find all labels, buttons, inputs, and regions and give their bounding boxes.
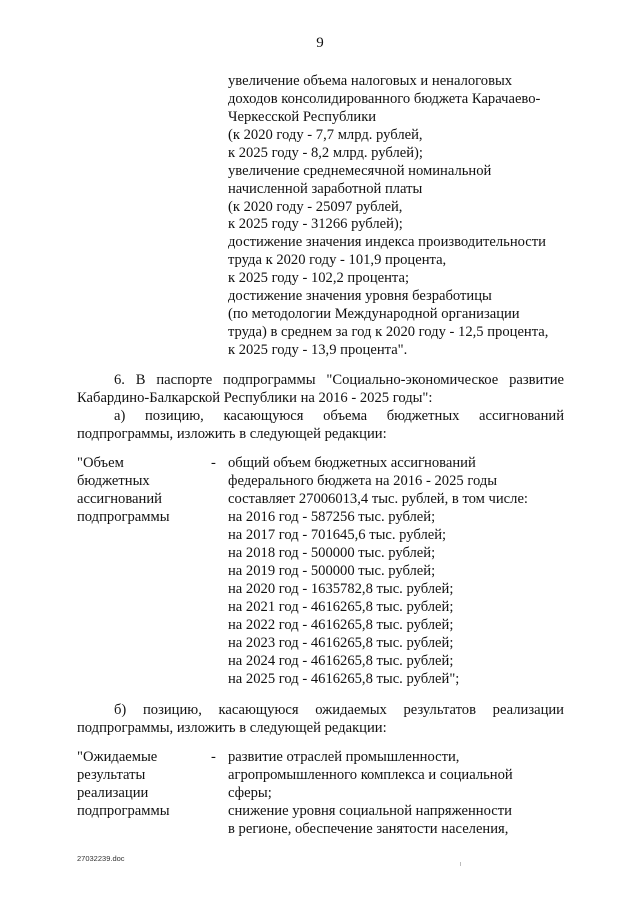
table-a-value-line: на 2021 год - 4616265,8 тыс. рублей; bbox=[228, 599, 454, 615]
scan-mark bbox=[460, 862, 461, 866]
table-a-value-line: на 2016 год - 587256 тыс. рублей; bbox=[228, 509, 436, 525]
table-a-label-line: бюджетных bbox=[77, 473, 150, 489]
block1-line: труда) в среднем за год к 2020 году - 12,5 процента, bbox=[228, 324, 549, 340]
table-b-value-line: снижение уровня социальной напряженности bbox=[228, 803, 512, 819]
block1-line: Черкесской Республики bbox=[228, 109, 377, 125]
table-a-value-line: федерального бюджета на 2016 - 2025 годы bbox=[228, 473, 498, 489]
table-b-value-line: сферы; bbox=[228, 785, 272, 801]
paragraph-b-line2: подпрограммы, изложить в следующей редакции: bbox=[77, 720, 387, 736]
table-a-value-line: на 2024 год - 4616265,8 тыс. рублей; bbox=[228, 653, 454, 669]
block1-line: доходов консолидированного бюджета Карачаево- bbox=[228, 91, 541, 107]
table-a-value-line: на 2020 год - 1635782,8 тыс. рублей; bbox=[228, 581, 454, 597]
table-b-label-line: подпрограммы bbox=[77, 803, 170, 819]
block1-line: к 2025 году - 31266 рублей); bbox=[228, 216, 403, 232]
table-a-label-line: "Объем bbox=[77, 455, 124, 471]
table-a-value-line: на 2018 год - 500000 тыс. рублей; bbox=[228, 545, 436, 561]
block1-line: к 2025 году - 8,2 млрд. рублей); bbox=[228, 145, 423, 161]
block1-line: (к 2020 году - 25097 рублей, bbox=[228, 199, 403, 215]
table-b-label-line: реализации bbox=[77, 785, 149, 801]
block1-line: к 2025 году - 102,2 процента; bbox=[228, 270, 410, 286]
table-a-value-line: на 2017 год - 701645,6 тыс. рублей; bbox=[228, 527, 447, 543]
table-a-value-line: на 2025 год - 4616265,8 тыс. рублей"; bbox=[228, 671, 460, 687]
table-a-value-line: общий объем бюджетных ассигнований bbox=[228, 455, 476, 471]
table-b-value-line: в регионе, обеспечение занятости населения, bbox=[228, 821, 509, 837]
paragraph-b-line1: б) позицию, касающуюся ожидаемых результатов реализации bbox=[114, 702, 564, 718]
block1-line: (к 2020 году - 7,7 млрд. рублей, bbox=[228, 127, 423, 143]
table-a-dash: - bbox=[211, 455, 216, 471]
table-b-label-line: "Ожидаемые bbox=[77, 749, 158, 765]
table-a-value-line: составляет 27006013,4 тыс. рублей, в том числе: bbox=[228, 491, 528, 507]
table-b-dash: - bbox=[211, 749, 216, 765]
paragraph-a-line2: подпрограммы, изложить в следующей редакции: bbox=[77, 426, 387, 442]
block1-line: труда к 2020 году - 101,9 процента, bbox=[228, 252, 447, 268]
table-a-label-line: ассигнований bbox=[77, 491, 162, 507]
table-a-value-line: на 2019 год - 500000 тыс. рублей; bbox=[228, 563, 436, 579]
table-a-value-line: на 2022 год - 4616265,8 тыс. рублей; bbox=[228, 617, 454, 633]
paragraph-a-line1: а) позицию, касающуюся объема бюджетных ассигнований bbox=[114, 408, 564, 424]
footer-filename: 27032239.doc bbox=[77, 854, 125, 863]
block1-line: к 2025 году - 13,9 процента". bbox=[228, 342, 408, 358]
table-b-value-line: развитие отраслей промышленности, bbox=[228, 749, 460, 765]
table-b-label-line: результаты bbox=[77, 767, 146, 783]
table-a-value-line: на 2023 год - 4616265,8 тыс. рублей; bbox=[228, 635, 454, 651]
block1-line: достижение значения уровня безработицы bbox=[228, 288, 492, 304]
block1-line: (по методологии Международной организации bbox=[228, 306, 520, 322]
block1-line: увеличение объема налоговых и неналоговых bbox=[228, 73, 513, 89]
block1-line: увеличение среднемесячной номинальной bbox=[228, 163, 492, 179]
page-number: 9 bbox=[316, 35, 324, 51]
paragraph-6-line1: 6. В паспорте подпрограммы "Социально-экономическое развитие bbox=[114, 372, 564, 388]
paragraph-6-line2: Кабардино-Балкарской Республики на 2016 - 2025 годы": bbox=[77, 390, 433, 406]
table-a-label-line: подпрограммы bbox=[77, 509, 170, 525]
table-b-value-line: агропромышленного комплекса и социальной bbox=[228, 767, 513, 783]
block1-line: достижение значения индекса производительности bbox=[228, 234, 546, 250]
block1-line: начисленной заработной платы bbox=[228, 181, 423, 197]
